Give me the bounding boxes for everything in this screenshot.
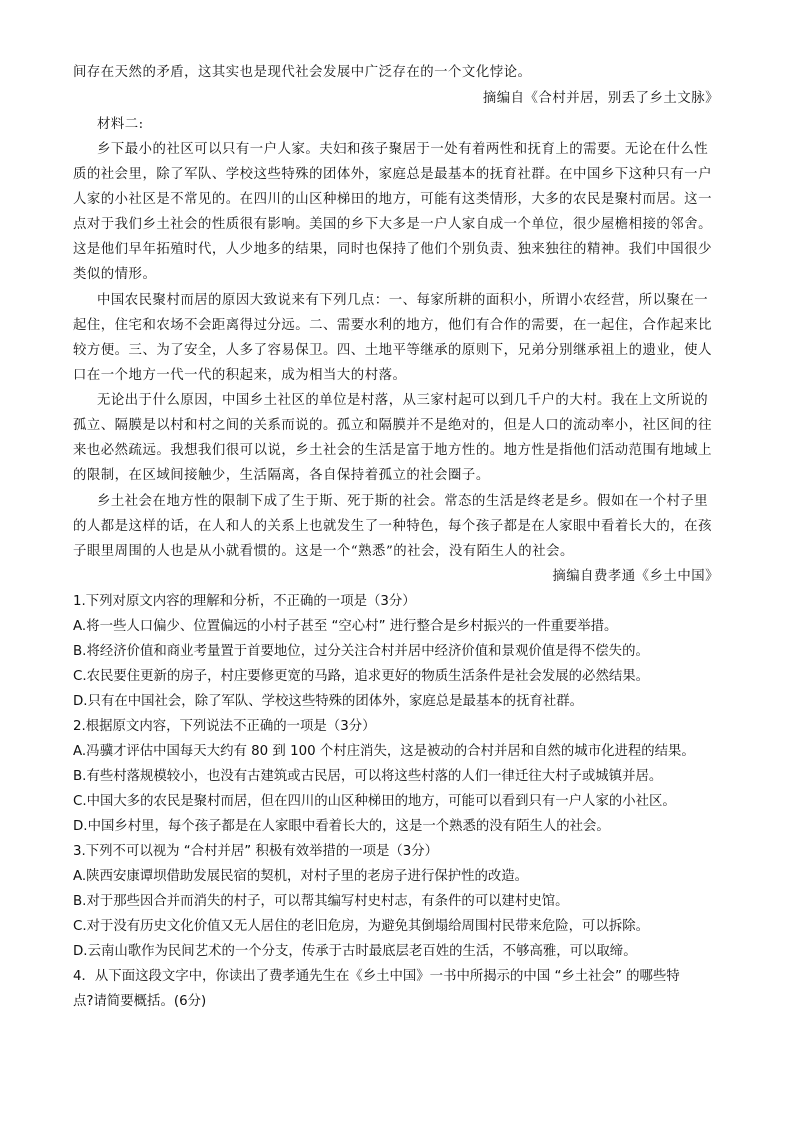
question-option: B.对于那些因合并而消失的村子，可以帮其编写村史村志，有条件的可以建村史馆。 (73, 894, 569, 909)
material-line: 起住，住宅和农场不会距离得过分远。二、需要水利的地方，他们有合作的需要，在一起住，合作起来比 (73, 318, 712, 333)
source-citation: 摘编自《合村并居，别丢了乡土文脉》 (482, 91, 719, 106)
material-line: 类似的情形。 (73, 267, 157, 282)
material-line: 口在一个地方一代一代的积起来，成为相当大的村落。 (73, 368, 407, 383)
question-stem: 4．从下面这段文字中，你读出了费孝通先生在《乡土中国》一书中所揭示的中国 “乡土社会” 的哪些特 (73, 969, 680, 984)
source-citation: 摘编自费孝通《乡土中国》 (552, 569, 719, 584)
question-stem: 点?请简要概括。(6分) (73, 994, 207, 1009)
question-option: A.将一些人口偏少、位置偏远的小村子甚至 “空心村” 进行整合是乡村振兴的一件重要举措。 (73, 619, 618, 634)
material-line: 子眼里周围的人也是从小就看惯的。这是一个“熟悉”的社会，没有陌生人的社会。 (73, 544, 574, 559)
question-option: C.农民要住更新的房子，村庄要修更宽的马路，追求更好的物质生活条件是社会发展的必然结果。 (73, 669, 650, 684)
question-stem: 1.下列对原文内容的理解和分析，不正确的一项是（3分） (73, 594, 416, 609)
question-stem: 3.下列不可以视为 “合村并居” 积极有效举措的一项是（3分） (73, 844, 439, 859)
material-line: 无论出于什么原因，中国乡土社区的单位是村落，从三家村起可以到几千户的大村。我在上文所说的 (97, 393, 709, 408)
material-line: 来也必然疏远。我想我们很可以说，乡土社会的生活是富于地方性的。地方性是指他们活动范围有地域上 (73, 443, 712, 458)
question-option: B.将经济价值和商业考量置于首要地位，过分关注合村并居中经济价值和景观价值是得不偿失的。 (73, 644, 649, 659)
question-option: C.中国大多的农民是聚村而居，但在四川的山区种梯田的地方，可能可以看到只有一户人家的小社区。 (73, 794, 676, 809)
material-line: 乡土社会在地方性的限制下成了生于斯、死于斯的社会。常态的生活是终老是乡。假如在一个村子里 (97, 494, 709, 509)
material-line: 中国农民聚村而居的原因大致说来有下列几点：一、每家所耕的面积小，所谓小农经营，所以聚在一 (97, 293, 709, 308)
material-line: 较方便。三、为了安全，人多了容易保卫。四、土地平等继承的原则下，兄弟分别继承祖上的遗业，使人 (73, 343, 712, 358)
material-line: 人家的小社区是不常见的。在四川的山区种梯田的地方，可能有这类情形，大多的农民是聚村而居。这一 (73, 192, 712, 207)
question-option: B.有些村落规模较小，也没有古建筑或古民居，可以将这些村落的人们一律迁往大村子或城镇并居。 (73, 769, 663, 784)
question-option: C.对于没有历史文化价值又无人居住的老旧危房，为避免其倒塌给周围村民带来危险，可以拆除。 (73, 919, 650, 934)
material-line: 乡下最小的社区可以只有一户人家。夫妇和孩子聚居于一处有着两性和抚育上的需要。无论在什么性 (97, 142, 709, 157)
material-line: 的限制，在区域间接触少，生活隔离，各自保持着孤立的社会圈子。 (73, 468, 490, 483)
question-option: A.陕西安康谭坝借助发展民宿的契机，对村子里的老房子进行保护性的改造。 (73, 869, 529, 884)
question-stem: 2.根据原文内容，下列说法不正确的一项是（3分） (73, 719, 376, 734)
material-line: 孤立、隔膜是以村和村之间的关系而说的。孤立和隔膜并不是绝对的，但是人口的流动率小，社区间的往 (73, 418, 712, 433)
material-line: 间存在天然的矛盾，这其实也是现代社会发展中广泛存在的一个文化悖论。 (73, 65, 532, 80)
material-line: 点对于我们乡土社会的性质很有影响。美国的乡下大多是一户人家自成一个单位，很少屋檐相接的邻舍。 (73, 217, 712, 232)
question-option: A.冯骥才评估中国每天大约有 80 到 100 个村庄消失，这是被动的合村并居和自然的城市化进程的结果。 (73, 744, 695, 759)
question-option: D.云南山歌作为民间艺术的一个分支，传承于古时最底层老百姓的生活，不够高雅，可以取缔。 (73, 944, 637, 959)
material-line: 这是他们早年拓殖时代，人少地多的结果，同时也保持了他们个别负责、独来独往的精神。我们中国很少 (73, 242, 712, 257)
material-heading: 材料二: (97, 117, 144, 132)
question-option: D.中国乡村里，每个孩子都是在人家眼中看着长大的，这是一个熟悉的没有陌生人的社会。 (73, 819, 610, 834)
material-line: 的人都是这样的话，在人和人的关系上也就发生了一种特色，每个孩子都是在人家眼中看着长大的，在孩 (73, 519, 712, 534)
question-option: D.只有在中国社会，除了军队、学校这些特殊的团体外，家庭总是最基本的抚育社群。 (73, 694, 584, 709)
material-line: 质的社会里，除了军队、学校这些特殊的团体外，家庭总是最基本的抚育社群。在中国乡下这种只有一户 (73, 167, 712, 182)
